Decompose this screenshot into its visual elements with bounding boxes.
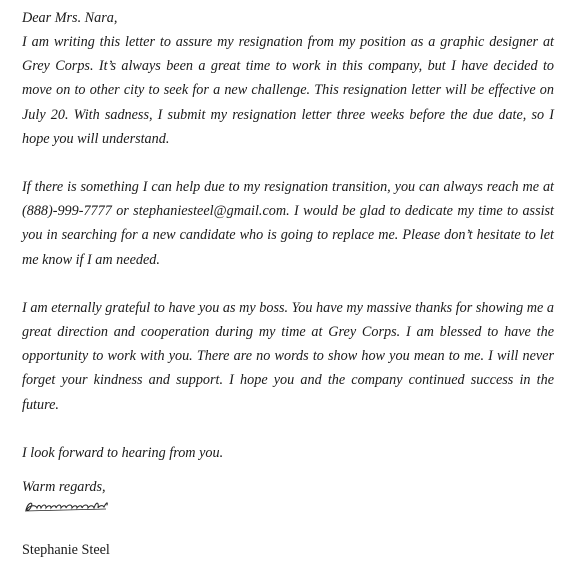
paragraph-3: I am eternally grateful to have you as my boss. You have my massive thanks for showing me a great direction and cooperation during my time at Grey Corps. I am blessed to have the opportunity to work with you. There are no words to show how you mean to me. I will never forget your kindness and support. I hope you and the company continued success in the future. xyxy=(22,299,554,413)
signature-scribble xyxy=(22,496,112,516)
paragraph-2: If there is something I can help due to my resignation transition, you can always reach me at (888)-999-7777 or stephaniesteel@gmail.com. I would be glad to dedicate my time to assist you in searching for a new candidate who is going to replace me. Please don’t hesitate to let me know if I am needed. xyxy=(22,179,554,268)
printed-name: Stephanie Steel xyxy=(22,542,110,558)
paragraph-1: I am writing this letter to assure my resignation from my position as a graphic designer at Grey Corps. It’s always been a great time to work in this company, but I have decided to move on to other city to seek for a new challenge. This resignation letter will be effective on July 20. With sadness, I submit my resignation letter three weeks before the due date, so I hope you will understand. xyxy=(22,34,554,147)
salutation: Dear Mrs. Nara, xyxy=(22,10,118,26)
handwritten-signature xyxy=(22,496,112,516)
sign-off: Warm regards, xyxy=(22,478,106,495)
closing-line: I look forward to hearing from you. xyxy=(22,444,224,461)
letter-body xyxy=(22,6,554,499)
